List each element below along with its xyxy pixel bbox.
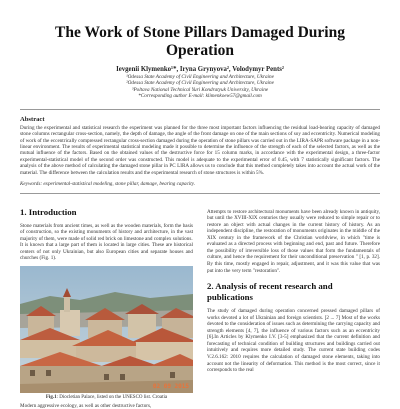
keywords-line bbox=[20, 181, 380, 187]
affiliation-block bbox=[20, 74, 380, 100]
abstract-text: During the experimental and statistical research the experiment was planned for the three most important factors influencing the residual load-bearing capacity of damaged stone columns rectangular cross-section, namely, the depth of damage, the angle of the front damage on one of the main sections of soy and eccentricity. Numerical modeling of work of the eccentrically compressed rectangular cross-section damaged during the operation of stone pillars was carried out in the LIRA-SAPR software package in a non-linear environment. The results of experimental statistical modeling made it possible to determine the influence of the strength of each of the selected factors, as well as the mutual influence of the factors. Based on the obtained values of the destructive force for 15 column marks, in accordance with the experimental design, a three-factor experimental-statistical model of the second order was constructed. This model is adequate to the experimental error of 0.45, with 7 statistically significant factors. The analysis of the above method of calculating the damaged stone pillar in PC LIRA allows us to conclude that this method completely takes into account the actual work of the material. The difference between the calculation results and the experimental research of stone structures is within 5%. bbox=[20, 124, 380, 176]
left-column bbox=[20, 199, 193, 409]
affiliation-1: ¹Odessa State Academy of Civil Engineering and Architecture, Ukraine bbox=[126, 74, 274, 80]
right-column bbox=[207, 199, 380, 409]
affiliation-2: ²Odessa State Academy of Civil Engineering and Architecture, Ukraine bbox=[126, 80, 274, 87]
figure-1-label: Fig.1 bbox=[45, 394, 57, 400]
figure-1-caption-text: : Diocletian Palace, listed on the UNESCO list. Croatia bbox=[56, 394, 168, 400]
restoration-paragraph: Attempts to restore architectural monuments have been already known in antiquity, but until the XVIII-XIX centuries they usually were reduced to simple repair or to restore an object with actual changes in the current history of history. As an independent discipline, the restoration of monuments originates in the middle of the XIX century in the framework of the Christian worldview, in which "time is evaluated as a directed process with beginning and end, past and future. Therefore the possibility of irreversible loss of those values that form the fundamentals of culture, and hence the requirement for their unconditional preservation " [1, p. 32]. By this time, mostly engaged in repair, adjustment, and it was this value that was put into the very term "restoration". bbox=[207, 208, 380, 274]
abstract-divider bbox=[20, 193, 380, 194]
author-list: Ievgenii Klymenko¹*, Iryna Grynyova², Volodymyr Pents² bbox=[116, 66, 284, 73]
introduction-heading: 1. Introduction bbox=[20, 206, 77, 217]
analysis-heading: 2. Analysis of recent research and publications bbox=[207, 281, 333, 303]
header-divider bbox=[20, 109, 380, 110]
palace-rooftops-image bbox=[20, 266, 193, 393]
photo-date-stamp: 02 09 2015 bbox=[152, 382, 189, 390]
figure-1-caption bbox=[20, 395, 193, 400]
body-columns bbox=[20, 199, 380, 409]
intro-paragraph-2: It is known that a large part of them is located in large cities. These are historical centers of not only Ukrainian, but also European cities and separate houses and churches (Fig. 1). bbox=[20, 242, 193, 262]
corresponding-author-email: *Corresponding author E-mail: klimenkoew57@gmail.com bbox=[138, 93, 262, 100]
keywords-label: Keywords: bbox=[20, 181, 43, 188]
keywords-text: experimental-statistical modeling, stone pillar, damage, bearing capacity. bbox=[43, 181, 196, 188]
abstract-heading: Abstract bbox=[20, 115, 45, 123]
figure-1-photo bbox=[20, 266, 193, 393]
intro-paragraph-1: Stone materials from ancient times, as well as the wooden materials, form the basis of construction, so the existing monuments of history and architecture, in the vast majority of them, were made of solid red brick on limestone and complex solutions. bbox=[20, 222, 193, 242]
paper-title: The Work of Stone Pillars Damaged During Operation bbox=[55, 24, 345, 59]
affiliation-3: ³Poltava National Technical Yuri Kondratyuk University, Ukraine bbox=[131, 86, 269, 93]
analysis-paragraph: The study of damaged during operation concerned pressed damaged pillars of works devoted a lot of Ukrainian and foreign scientists. [2 ... 7] Most of the works devoted to the consideration of issues such as determining the carrying capacity and strength elements [4, 7], the influence of various factors such as an eccentricity [6].In Articles by Klymenko I.V. [3-5] emphasized that the current definition and forecasting of technical condition of building structures and buildings carried out intuitively and requires more detailed study. The current state building codes V.2.6.162: 2010 requires the calculation of damaged stone elements, taking into account not the linearity of deformation. This method is the most correct, since it corresponds to the real bbox=[207, 308, 380, 374]
intro-paragraph-3: Modern aggressive ecology, as well as other destructive factors, bbox=[20, 402, 152, 409]
